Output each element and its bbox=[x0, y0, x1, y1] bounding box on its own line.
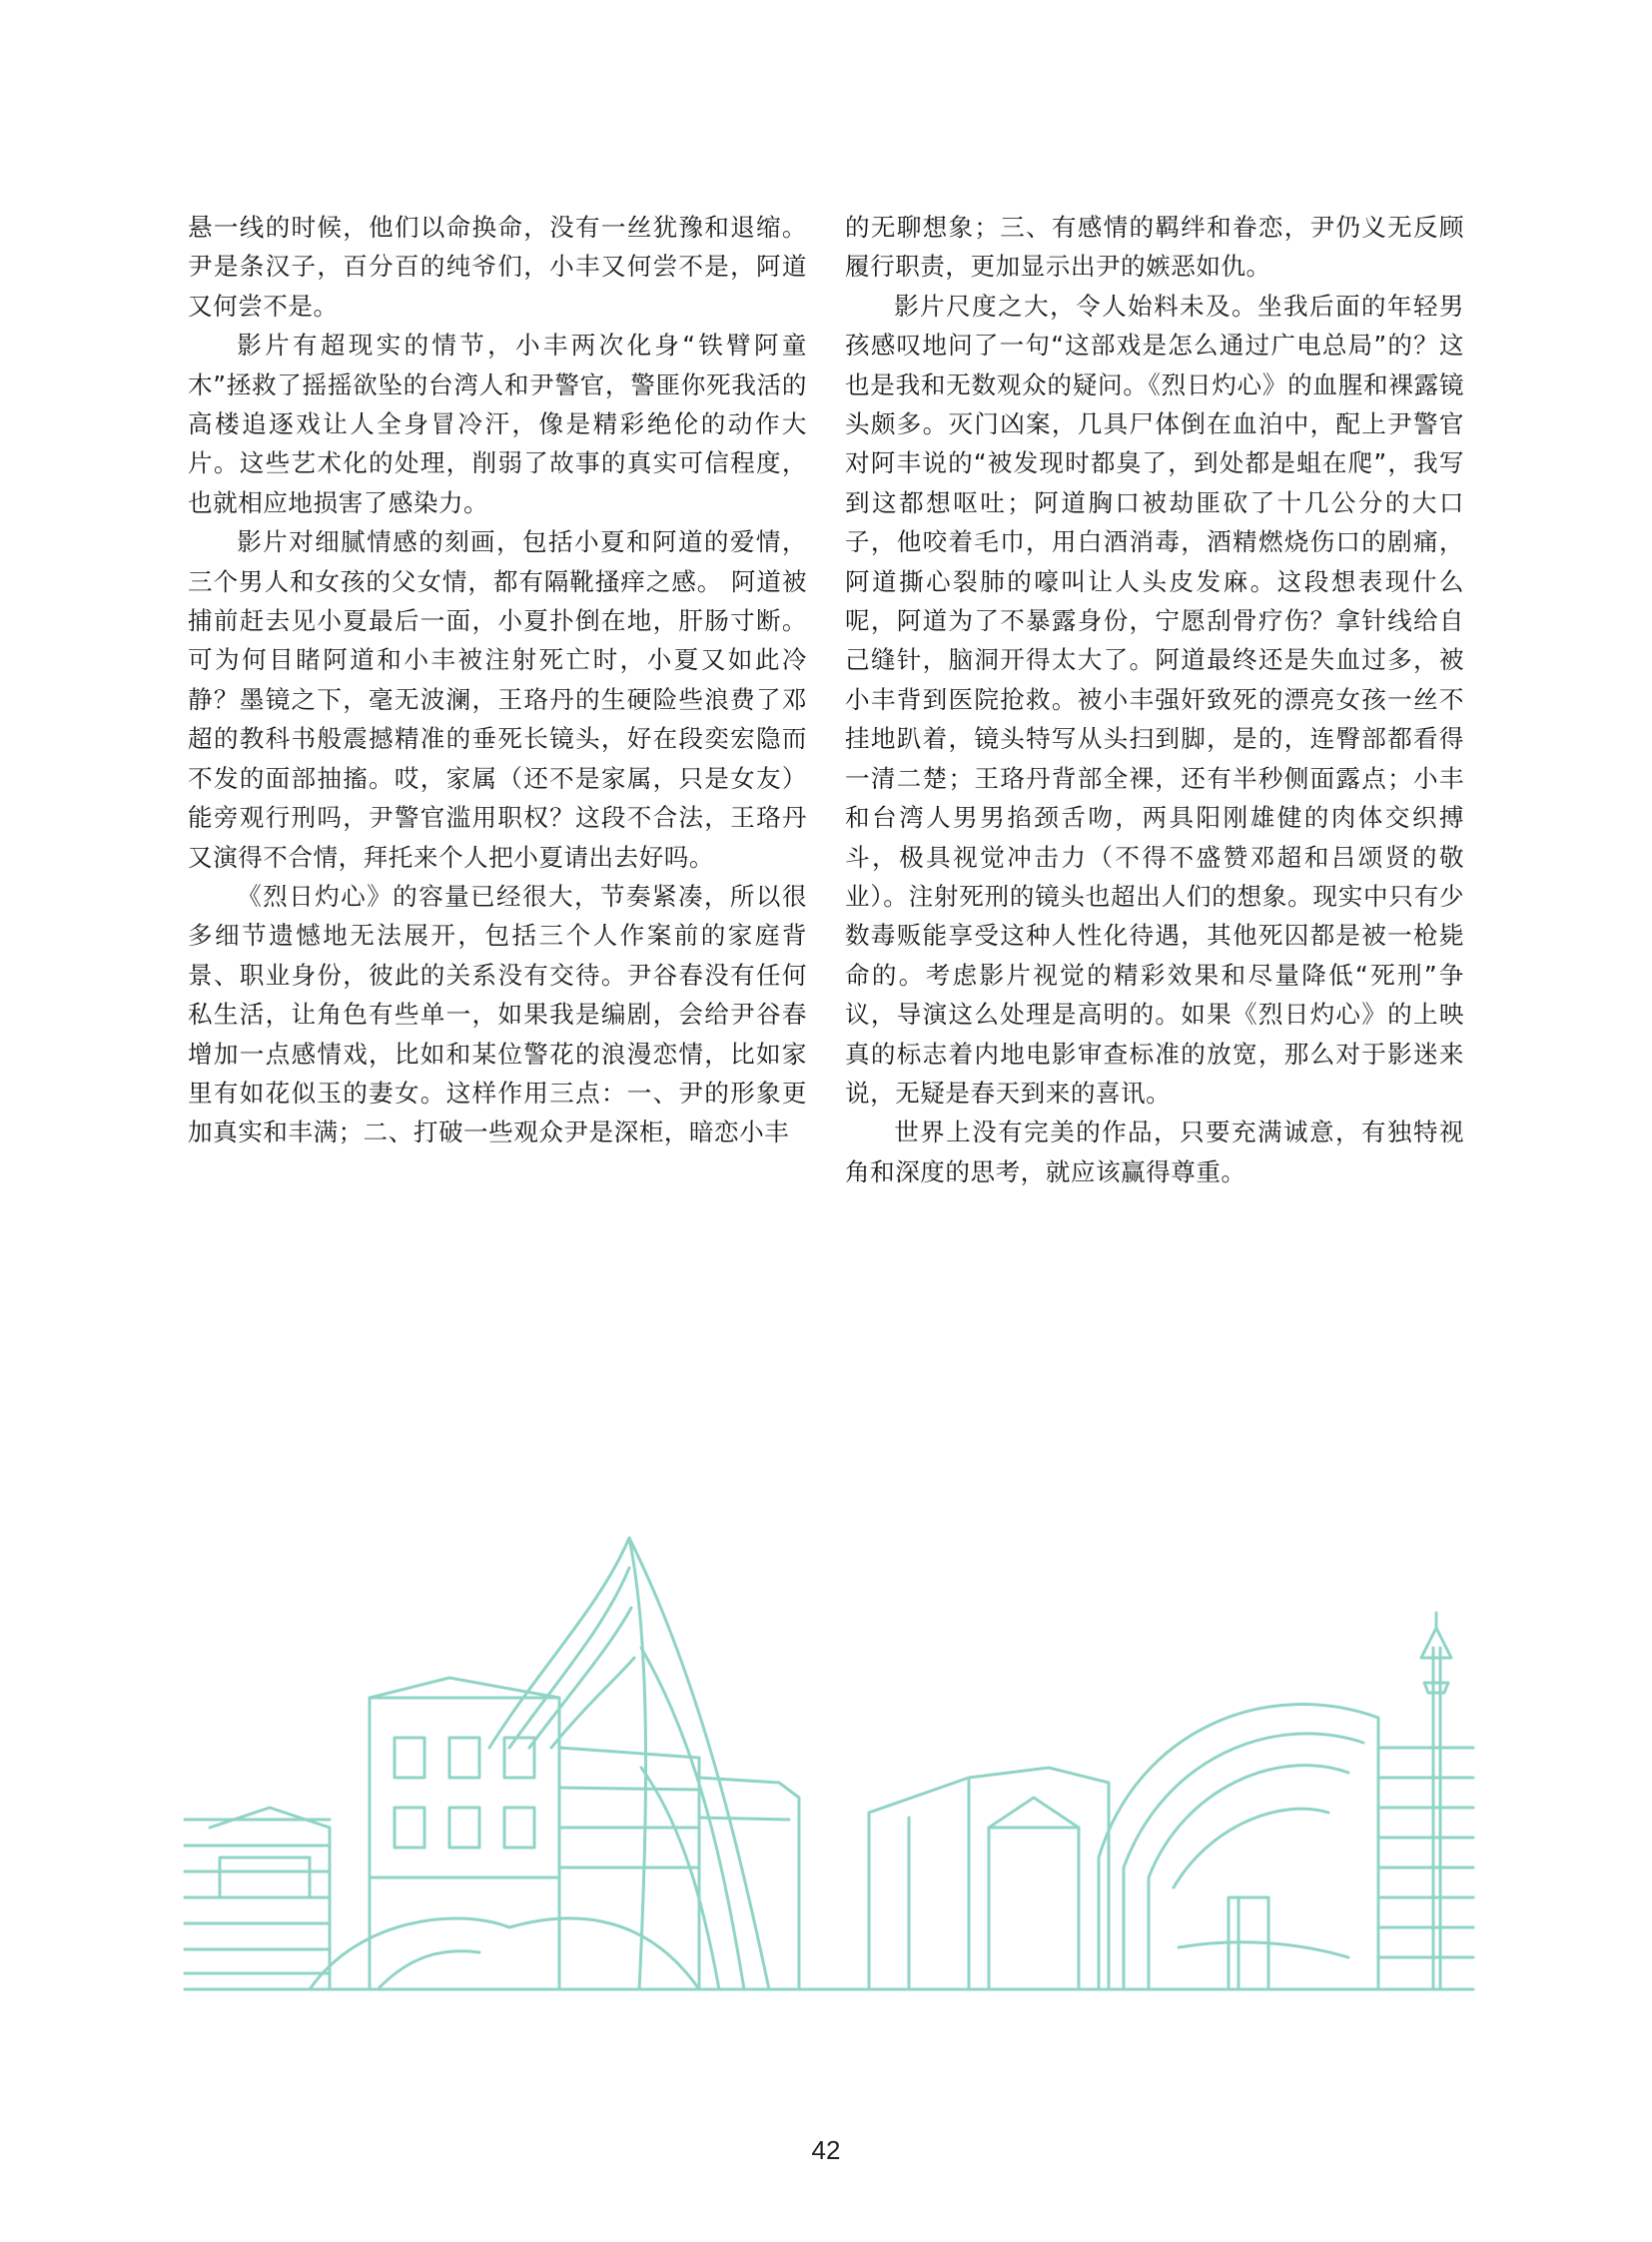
city-skyline-icon bbox=[180, 1528, 1478, 1997]
article-paragraph: 影片尺度之大，令人始料未及。坐我后面的年轻男孩感叹地问了一句“这部戏是怎么通过广电总局”的？这也是我和无数观众的疑问。《烈日灼心》的血腥和裸露镜头颇多。灭门凶案，几具尸体倒在血泊中，配上尹警官对阿丰说的“被发现时都臭了，到处都是蛆在爬”，我写到这都想呕吐；阿道胸口被劫匪砍了十几公分的大口子，他咬着毛巾，用白酒消毒，酒精燃烧伤口的剧痛，阿道撕心裂肺的嚎叫让人头皮发麻。这段想表现什么呢，阿道为了不暴露身份，宁愿刮骨疗伤？拿针线给自己缝针，脑洞开得太大了。阿道最终还是失血过多，被小丰背到医院抢救。被小丰强奸致死的漂亮女孩一丝不挂地趴着，镜头特写从头扫到脚，是的，连臀部都看得一清二楚；王珞丹背部全裸，还有半秒侧面露点；小丰和台湾人男男掐颈舌吻，两具阳刚雄健的肉体交织搏斗，极具视觉冲击力（不得不盛赞邓超和吕颂贤的敬业）。注射死刑的镜头也超出人们的想象。现实中只有少数毒贩能享受这种人性化待遇，其他死囚都是被一枪毙命的。考虑影片视觉的精彩效果和尽量降低“死刑”争议，导演这么处理是高明的。如果《烈日灼心》的上映真的标志着内地电影审查标准的放宽，那么对于影迷来说，无疑是春天到来的喜讯。 bbox=[845, 291, 1464, 1108]
article-paragraph: 世界上没有完美的作品，只要充满诚意，有独特视角和深度的思考，就应该赢得尊重。 bbox=[845, 1118, 1464, 1186]
article-paragraph: 影片有超现实的情节，小丰两次化身“铁臂阿童木”拯救了摇摇欲坠的台湾人和尹警官，警匪你死我活的高楼追逐戏让人全身冒冷汗，像是精彩绝伦的动作大片。这些艺术化的处理，削弱了故事的真实可信程度，也就相应地损害了感染力。 bbox=[188, 331, 807, 517]
article-column-left bbox=[188, 208, 807, 1152]
page-number: 42 bbox=[811, 2135, 841, 2165]
article-column-right bbox=[845, 208, 1464, 1191]
article-paragraph: 《烈日灼心》的容量已经很大，节奏紧凑，所以很多细节遗憾地无法展开，包括三个人作案前的家庭背景、职业身份，彼此的关系没有交待。尹谷春没有任何私生活，让角色有些单一，如果我是编剧，会给尹谷春增加一点感情戏，比如和某位警花的浪漫恋情，比如家里有如花似玉的妻女。这样作用三点：一、尹的形象更加真实和丰满；二、打破一些观众尹是深柜，暗恋小丰 bbox=[188, 881, 807, 1147]
article-paragraph: 悬一线的时候，他们以命换命，没有一丝犹豫和退缩。尹是条汉子，百分百的纯爷们，小丰又何尝不是，阿道又何尝不是。 bbox=[188, 213, 807, 321]
article-paragraph: 的无聊想象；三、有感情的羁绊和眷恋，尹仍义无反顾履行职责，更加显示出尹的嫉恶如仇。 bbox=[845, 213, 1464, 282]
article-paragraph: 影片对细腻情感的刻画，包括小夏和阿道的爱情，三个男人和女孩的父女情，都有隔靴搔痒之感。 阿道被捕前赶去见小夏最后一面，小夏扑倒在地，肝肠寸断。可为何目睹阿道和小丰被注射死亡时，小夏又如此冷静？墨镜之下，毫无波澜，王珞丹的生硬险些浪费了邓超的教科书般震撼精准的垂死长镜头，好在段奕宏隐而不发的面部抽搐。哎，家属（还不是家属，只是女友）能旁观行刑吗，尹警官滥用职权？这段不合法，王珞丹又演得不合情，拜托来个人把小夏请出去好吗。 bbox=[188, 527, 807, 872]
